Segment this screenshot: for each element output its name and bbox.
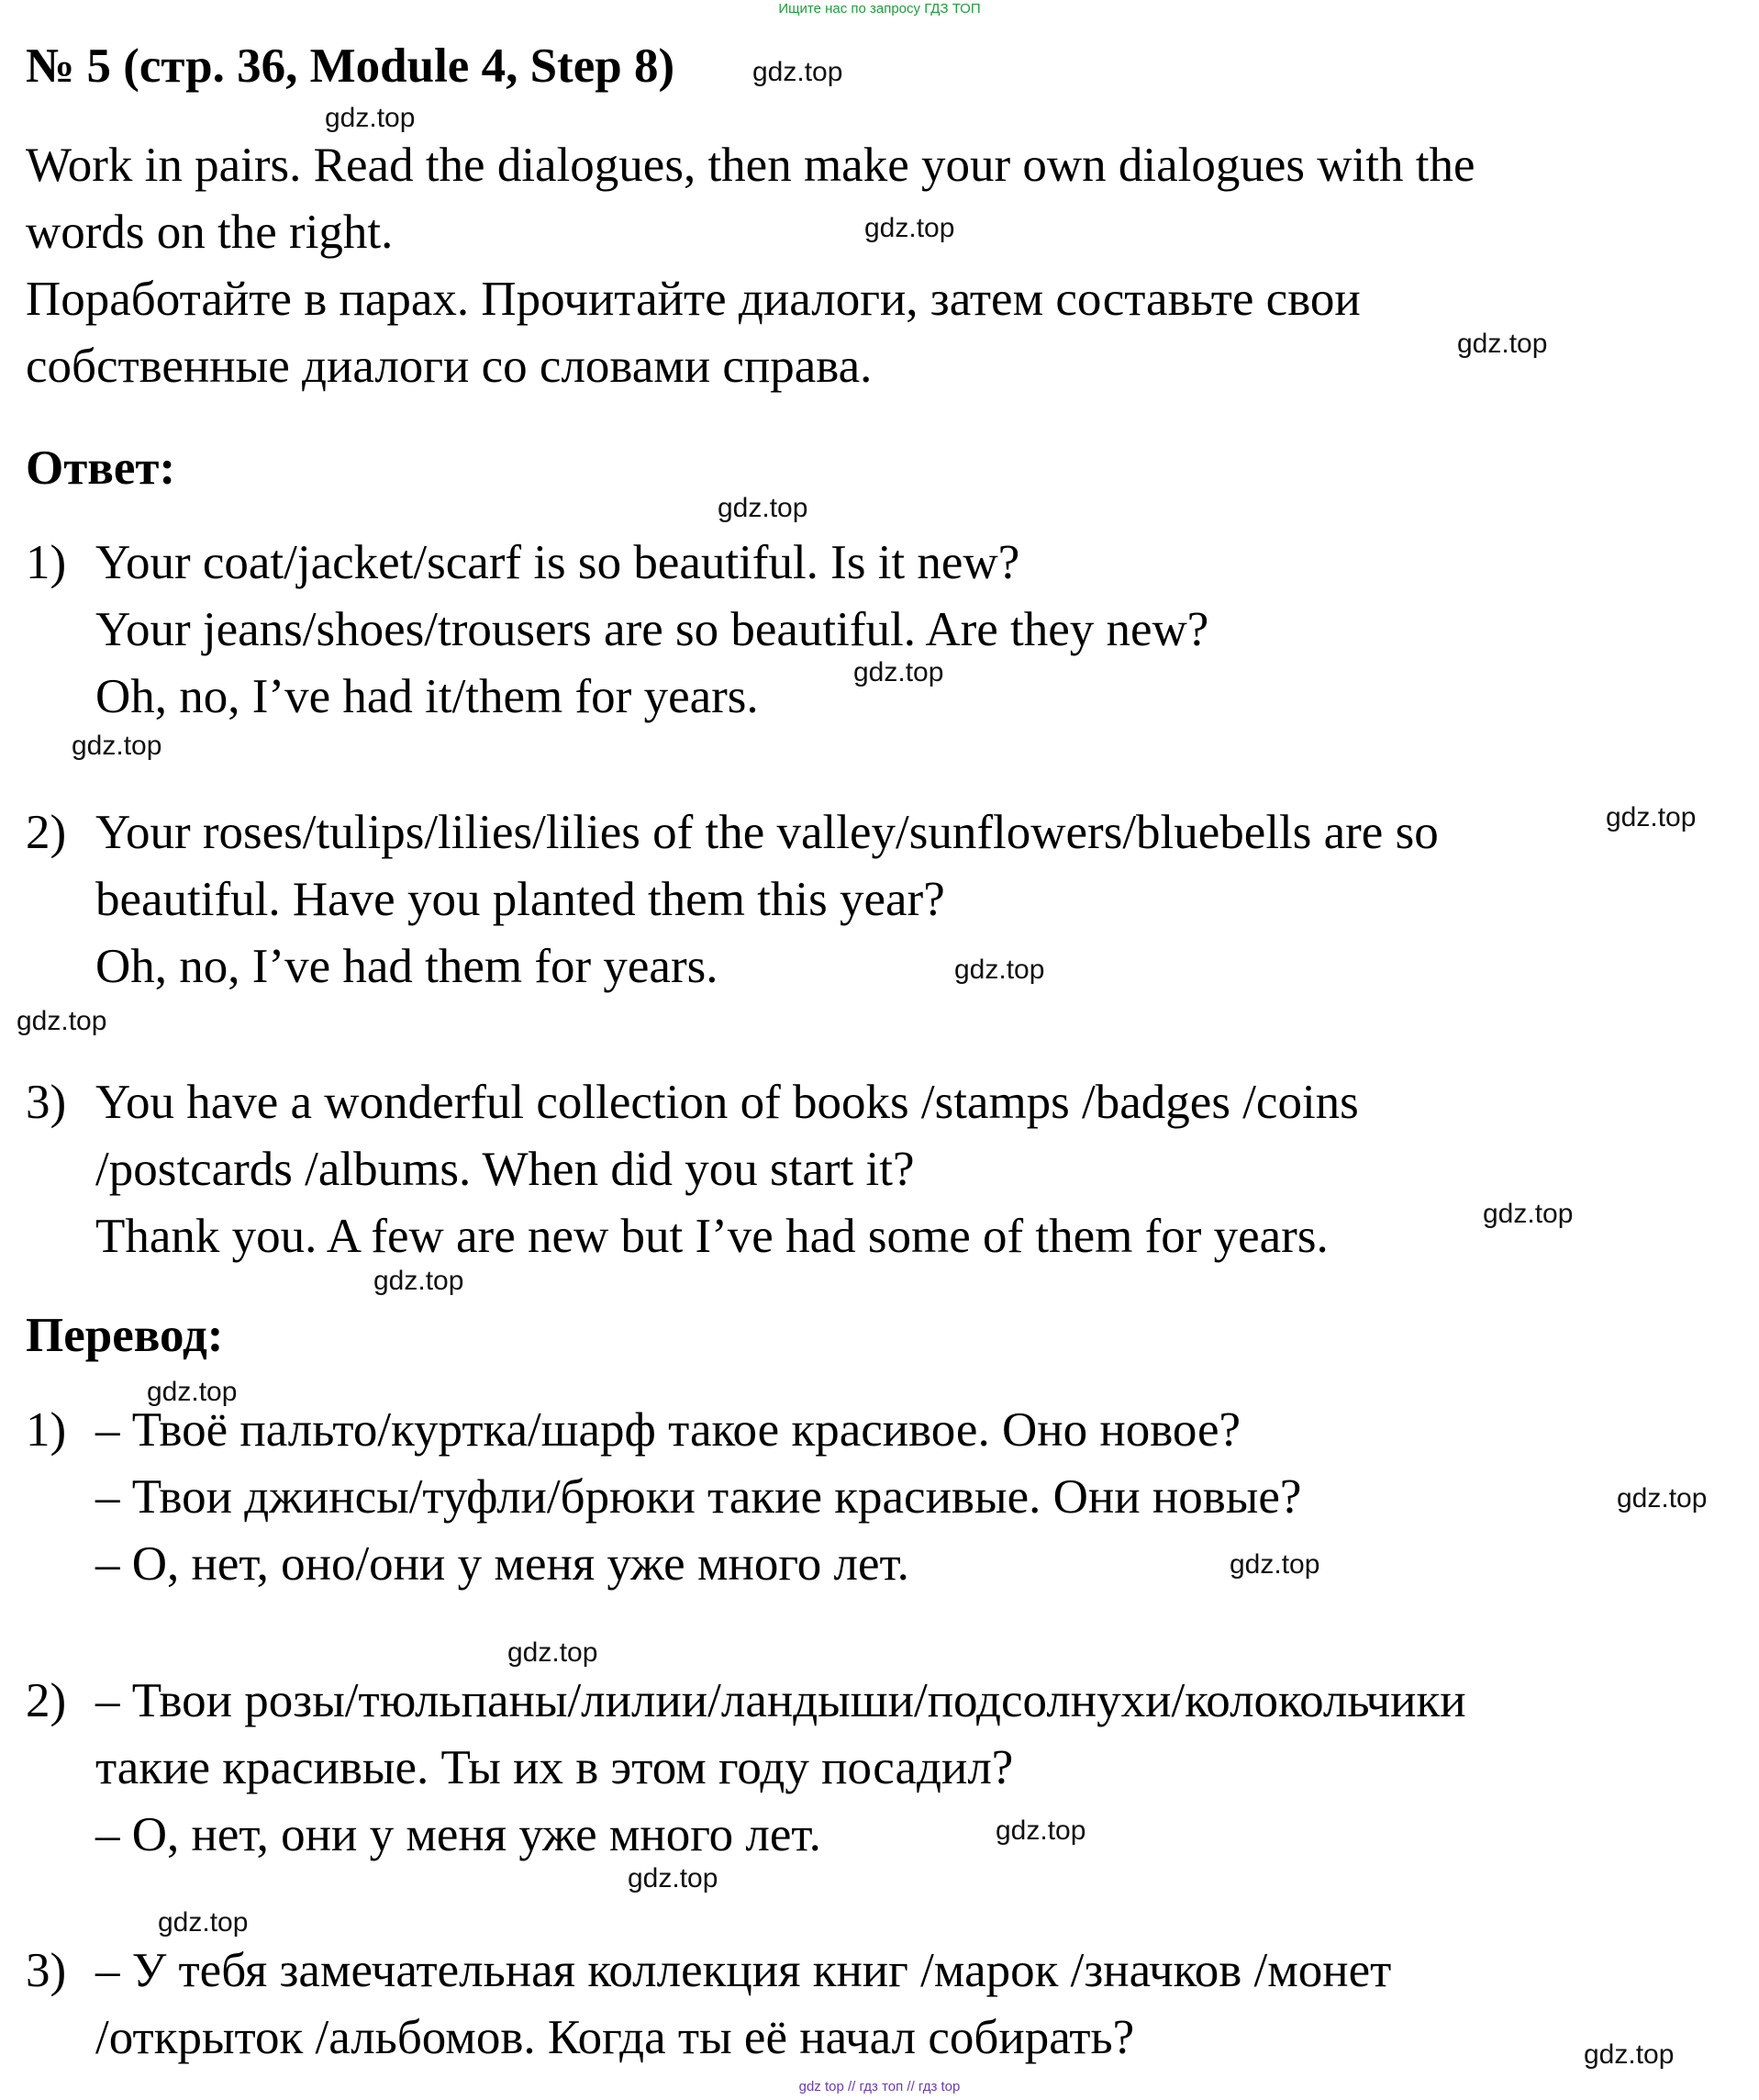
top-banner: Ищите нас по запросу ГДЗ ТОП	[778, 1, 981, 17]
answer-item	[26, 799, 1732, 1000]
watermark: gdz.top	[996, 1815, 1086, 1846]
dialogue-line: такие красивые. Ты их в этом году посадил?	[95, 1741, 1014, 1794]
dialogue-line: – Твои розы/тюльпаны/лилии/ландыши/подсолнухи/колокольчики	[95, 1674, 1466, 1727]
translation-heading: Перевод:	[26, 1309, 224, 1362]
watermark: gdz.top	[158, 1907, 249, 1938]
item-body	[95, 1397, 1732, 1598]
watermark: gdz.top	[954, 955, 1045, 985]
dialogue-line: /postcards /albums. When did you start it?	[95, 1143, 915, 1196]
watermark: gdz.top	[507, 1637, 598, 1668]
translation-item	[26, 1668, 1732, 1869]
item-number: 1)	[26, 1403, 67, 1457]
watermark: gdz.top	[1457, 329, 1548, 359]
item-body	[95, 1069, 1732, 1270]
dialogue-line: – О, нет, они у меня уже много лет.	[95, 1808, 821, 1861]
watermark: gdz.top	[1606, 802, 1697, 832]
watermark: gdz.top	[17, 1006, 107, 1036]
item-body	[95, 1938, 1732, 2072]
dialogue-line: Thank you. A few are new but I’ve had some of them for years.	[95, 1210, 1329, 1263]
item-body	[95, 1668, 1732, 1869]
dialogue-line: – Твои джинсы/туфли/брюки такие красивые. Они новые?	[95, 1470, 1302, 1524]
dialogue-line: You have a wonderful collection of books /stamps /badges /coins	[95, 1076, 1359, 1129]
watermark: gdz.top	[853, 657, 944, 687]
watermark: gdz.top	[147, 1377, 238, 1407]
item-body	[95, 799, 1732, 1000]
translation-item	[26, 1938, 1732, 2072]
dialogue-line: – У тебя замечательная коллекция книг /марок /значков /монет	[95, 1944, 1392, 1997]
watermark: gdz.top	[864, 213, 955, 243]
answer-item	[26, 530, 1732, 731]
watermark: gdz.top	[1230, 1549, 1320, 1580]
item-number: 3)	[26, 1944, 67, 1997]
dialogue-line: – Твоё пальто/куртка/шарф такое красивое. Оно новое?	[95, 1403, 1241, 1457]
dialogue-line: – О, нет, оно/они у меня уже много лет.	[95, 1537, 909, 1591]
watermark: gdz.top	[752, 57, 843, 87]
dialogue-line: Your coat/jacket/scarf is so beautiful. Is it new?	[95, 536, 1020, 589]
translation-item	[26, 1397, 1732, 1598]
dialogue-line: /открыток /альбомов. Когда ты её начал собирать?	[95, 2011, 1135, 2064]
dialogue-line: Oh, no, I’ve had them for years.	[95, 940, 718, 993]
dialogue-line: Your roses/tulips/lilies/lilies of the valley/sunflowers/bluebells are so	[95, 806, 1439, 859]
watermark: gdz.top	[1584, 2039, 1675, 2070]
item-number: 2)	[26, 806, 67, 859]
watermark: gdz.top	[1483, 1199, 1574, 1229]
item-body	[95, 530, 1732, 731]
watermark: gdz.top	[1617, 1483, 1708, 1514]
answer-item	[26, 1069, 1732, 1270]
dialogue-line: Your jeans/shoes/trousers are so beautiful. Are they new?	[95, 603, 1209, 656]
item-number: 1)	[26, 536, 67, 589]
dialogue-line: beautiful. Have you planted them this year?	[95, 873, 945, 926]
watermark: gdz.top	[718, 493, 808, 523]
item-number: 2)	[26, 1674, 67, 1727]
bottom-banner: gdz top // гдз топ // гдз top	[798, 2079, 961, 2094]
task-english: Work in pairs. Read the dialogues, then make your own dialogues with the words on the right.	[26, 139, 1475, 259]
watermark: gdz.top	[373, 1266, 464, 1296]
dialogue-line: Oh, no, I’ve had it/them for years.	[95, 670, 759, 723]
item-number: 3)	[26, 1076, 67, 1129]
answer-heading: Ответ:	[26, 441, 176, 495]
watermark: gdz.top	[628, 1863, 718, 1893]
task-russian: Поработайте в парах. Прочитайте диалоги, затем составьте свои собственные диалоги со словами справа.	[26, 273, 1361, 393]
watermark: gdz.top	[72, 731, 162, 761]
watermark: gdz.top	[325, 103, 416, 133]
page-title: № 5 (стр. 36, Module 4, Step 8)	[26, 39, 675, 93]
